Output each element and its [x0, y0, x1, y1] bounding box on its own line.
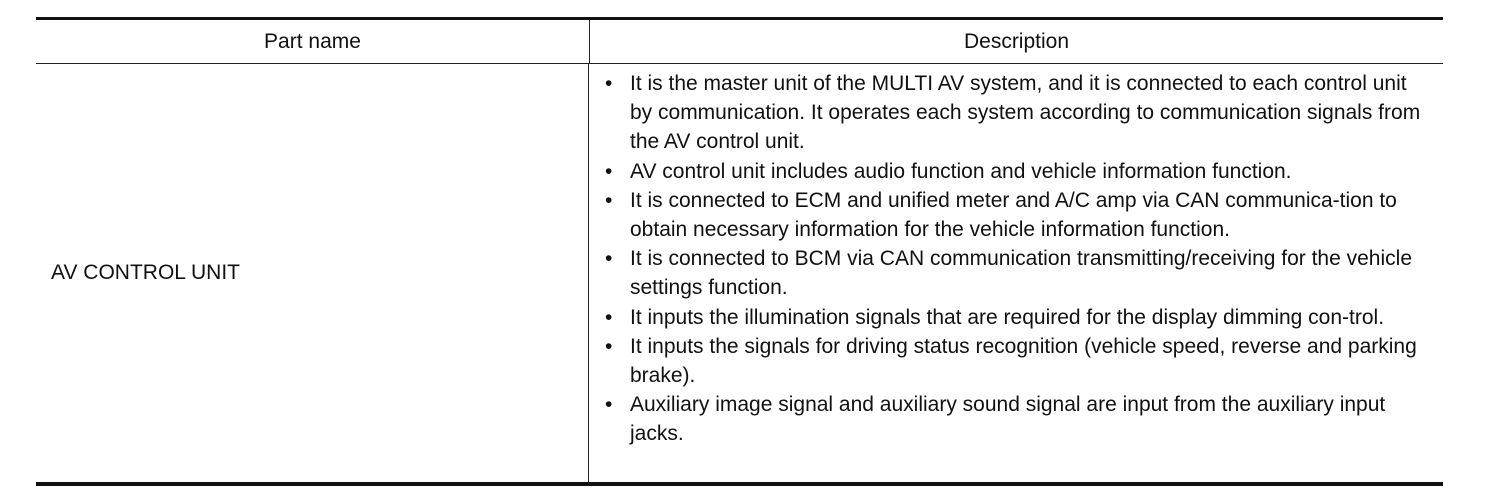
bullet-icon: •: [605, 305, 613, 329]
bullet-icon: •: [605, 72, 613, 95]
bullet-text: AV control unit includes audio function and vehicle information function.: [630, 159, 1292, 183]
bullet-icon: •: [605, 334, 613, 358]
parts-table: [36, 17, 1443, 486]
bullet-text: It is connected to BCM via CAN communication transmitting/receiving for the vehicle settings function.: [630, 247, 1412, 300]
table-row: [36, 64, 1443, 482]
part-name-cell: AV CONTROL UNIT: [36, 64, 589, 482]
bullet-text: Auxiliary image signal and auxiliary sound signal are input from the auxiliary input jacks.: [630, 393, 1386, 446]
header-part-name: Part name: [36, 20, 590, 63]
table-bottom-rule: [36, 482, 1443, 486]
list-item: [604, 186, 1431, 244]
description-list: [604, 69, 1431, 449]
table-header-row: [36, 20, 1443, 64]
description-cell: [589, 64, 1443, 482]
bullet-icon: •: [605, 188, 613, 212]
bullet-icon: •: [605, 393, 613, 417]
header-description: Description: [963, 29, 1070, 53]
list-item: [604, 303, 1431, 332]
bullet-icon: •: [605, 247, 613, 271]
list-item: [604, 69, 1431, 157]
list-item: [604, 244, 1431, 302]
bullet-icon: •: [605, 159, 613, 183]
list-item: [604, 332, 1431, 390]
bullet-text: It inputs the illumination signals that are required for the display dimming con-trol.: [630, 305, 1385, 329]
list-item: [604, 157, 1431, 186]
bullet-text: It inputs the signals for driving status recognition (vehicle speed, reverse and parking brake).: [630, 334, 1417, 388]
list-item: [604, 390, 1431, 448]
bullet-text: It is connected to ECM and unified meter and A/C amp via CAN communica-tion to obtain necessary information for the vehicle information function.: [630, 188, 1397, 242]
bullet-text: It is the master unit of the MULTI AV system, and it is connected to each control unit by communication. It operates each system according to communication signals from the AV control unit.: [630, 72, 1421, 154]
